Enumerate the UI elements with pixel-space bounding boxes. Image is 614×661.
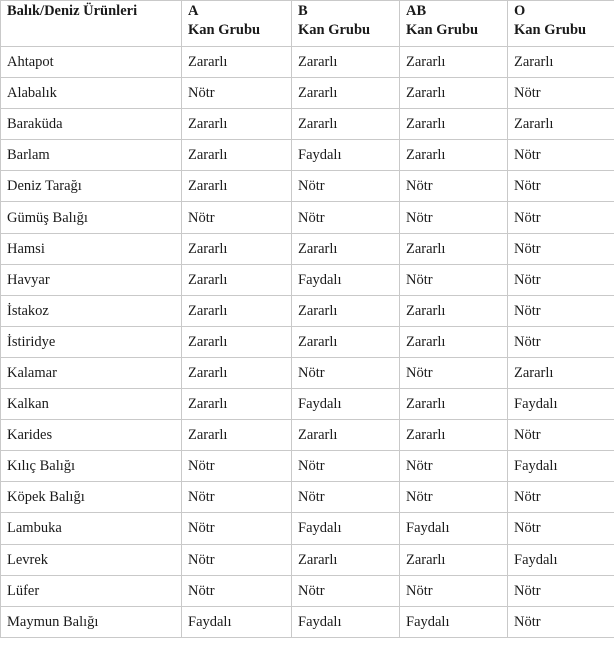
table-row (1, 513, 614, 544)
value-a: Zararlı (182, 140, 292, 171)
header-group-letter: AB (406, 3, 427, 19)
value-o: Zararlı (508, 47, 614, 78)
value-o: Nötr (508, 295, 614, 326)
value-o: Nötr (508, 482, 614, 513)
header-food: Balık/Deniz Ürünleri (1, 1, 182, 47)
food-name: Karides (1, 420, 182, 451)
value-o: Nötr (508, 140, 614, 171)
value-a: Zararlı (182, 264, 292, 295)
value-b: Zararlı (292, 420, 400, 451)
value-b: Nötr (292, 451, 400, 482)
value-a: Zararlı (182, 357, 292, 388)
food-name: Maymun Balığı (1, 606, 182, 637)
value-b: Zararlı (292, 544, 400, 575)
header-group-letter: O (514, 3, 526, 19)
value-o: Nötr (508, 78, 614, 109)
value-b: Faydalı (292, 389, 400, 420)
food-name: Lüfer (1, 575, 182, 606)
table-row (1, 233, 614, 264)
value-a: Zararlı (182, 420, 292, 451)
food-name: Kalkan (1, 389, 182, 420)
value-o: Nötr (508, 606, 614, 637)
value-a: Nötr (182, 513, 292, 544)
value-a: Zararlı (182, 47, 292, 78)
food-name: Havyar (1, 264, 182, 295)
value-o: Nötr (508, 264, 614, 295)
value-b: Faydalı (292, 264, 400, 295)
value-a: Zararlı (182, 326, 292, 357)
value-b: Zararlı (292, 109, 400, 140)
table-row (1, 420, 614, 451)
food-name: Ahtapot (1, 47, 182, 78)
value-ab: Nötr (400, 264, 508, 295)
value-ab: Zararlı (400, 420, 508, 451)
value-a: Zararlı (182, 389, 292, 420)
value-o: Nötr (508, 233, 614, 264)
table-row (1, 357, 614, 388)
value-ab: Nötr (400, 357, 508, 388)
food-name: Hamsi (1, 233, 182, 264)
food-name: Levrek (1, 544, 182, 575)
value-b: Nötr (292, 202, 400, 233)
header-group-a (182, 1, 292, 47)
value-o: Faydalı (508, 389, 614, 420)
header-group-o (508, 1, 614, 47)
value-ab: Faydalı (400, 513, 508, 544)
header-group-letter: B (298, 3, 308, 19)
food-name: İstiridye (1, 326, 182, 357)
value-a: Faydalı (182, 606, 292, 637)
table-row (1, 544, 614, 575)
header-group-letter: A (188, 3, 199, 19)
value-o: Faydalı (508, 451, 614, 482)
header-row (1, 1, 614, 47)
table-row (1, 326, 614, 357)
value-a: Zararlı (182, 295, 292, 326)
food-name: İstakoz (1, 295, 182, 326)
value-o: Faydalı (508, 544, 614, 575)
value-b: Nötr (292, 575, 400, 606)
value-ab: Nötr (400, 451, 508, 482)
header-group-ab (400, 1, 508, 47)
value-a: Nötr (182, 482, 292, 513)
value-b: Nötr (292, 357, 400, 388)
value-ab: Nötr (400, 171, 508, 202)
table-row (1, 575, 614, 606)
value-o: Nötr (508, 420, 614, 451)
table-row (1, 78, 614, 109)
table-row (1, 606, 614, 637)
value-ab: Nötr (400, 202, 508, 233)
value-ab: Zararlı (400, 109, 508, 140)
food-name: Kılıç Balığı (1, 451, 182, 482)
value-ab: Zararlı (400, 47, 508, 78)
value-ab: Zararlı (400, 326, 508, 357)
value-b: Faydalı (292, 513, 400, 544)
value-b: Nötr (292, 171, 400, 202)
value-a: Zararlı (182, 171, 292, 202)
value-ab: Nötr (400, 575, 508, 606)
value-ab: Zararlı (400, 544, 508, 575)
header-group-label: Kan Grubu (406, 22, 479, 38)
table-header (1, 1, 614, 47)
value-o: Zararlı (508, 109, 614, 140)
value-ab: Faydalı (400, 606, 508, 637)
value-b: Zararlı (292, 78, 400, 109)
food-name: Barlam (1, 140, 182, 171)
table-row (1, 389, 614, 420)
value-ab: Zararlı (400, 78, 508, 109)
value-b: Zararlı (292, 47, 400, 78)
header-group-label: Kan Grubu (188, 22, 261, 38)
table-row (1, 47, 614, 78)
value-ab: Zararlı (400, 295, 508, 326)
food-name: Kalamar (1, 357, 182, 388)
value-b: Zararlı (292, 326, 400, 357)
header-group-label: Kan Grubu (514, 22, 587, 38)
table-row (1, 109, 614, 140)
value-a: Nötr (182, 451, 292, 482)
food-name: Alabalık (1, 78, 182, 109)
value-a: Zararlı (182, 109, 292, 140)
value-ab: Zararlı (400, 233, 508, 264)
table-row (1, 482, 614, 513)
value-b: Nötr (292, 482, 400, 513)
header-group-b (292, 1, 400, 47)
value-o: Nötr (508, 513, 614, 544)
value-a: Nötr (182, 202, 292, 233)
value-b: Zararlı (292, 295, 400, 326)
food-name: Deniz Tarağı (1, 171, 182, 202)
value-ab: Zararlı (400, 389, 508, 420)
table-row (1, 451, 614, 482)
value-a: Nötr (182, 544, 292, 575)
value-o: Nötr (508, 171, 614, 202)
table-body (1, 47, 614, 638)
food-name: Lambuka (1, 513, 182, 544)
food-name: Baraküda (1, 109, 182, 140)
value-ab: Zararlı (400, 140, 508, 171)
value-a: Zararlı (182, 233, 292, 264)
table-row (1, 202, 614, 233)
table-row (1, 171, 614, 202)
value-b: Zararlı (292, 233, 400, 264)
food-name: Köpek Balığı (1, 482, 182, 513)
value-o: Nötr (508, 575, 614, 606)
value-a: Nötr (182, 575, 292, 606)
value-a: Nötr (182, 78, 292, 109)
value-b: Faydalı (292, 140, 400, 171)
table-row (1, 264, 614, 295)
value-o: Nötr (508, 202, 614, 233)
table-row (1, 140, 614, 171)
value-o: Zararlı (508, 357, 614, 388)
header-group-label: Kan Grubu (298, 22, 371, 38)
table-row (1, 295, 614, 326)
value-ab: Nötr (400, 482, 508, 513)
food-name: Gümüş Balığı (1, 202, 182, 233)
value-o: Nötr (508, 326, 614, 357)
value-b: Faydalı (292, 606, 400, 637)
